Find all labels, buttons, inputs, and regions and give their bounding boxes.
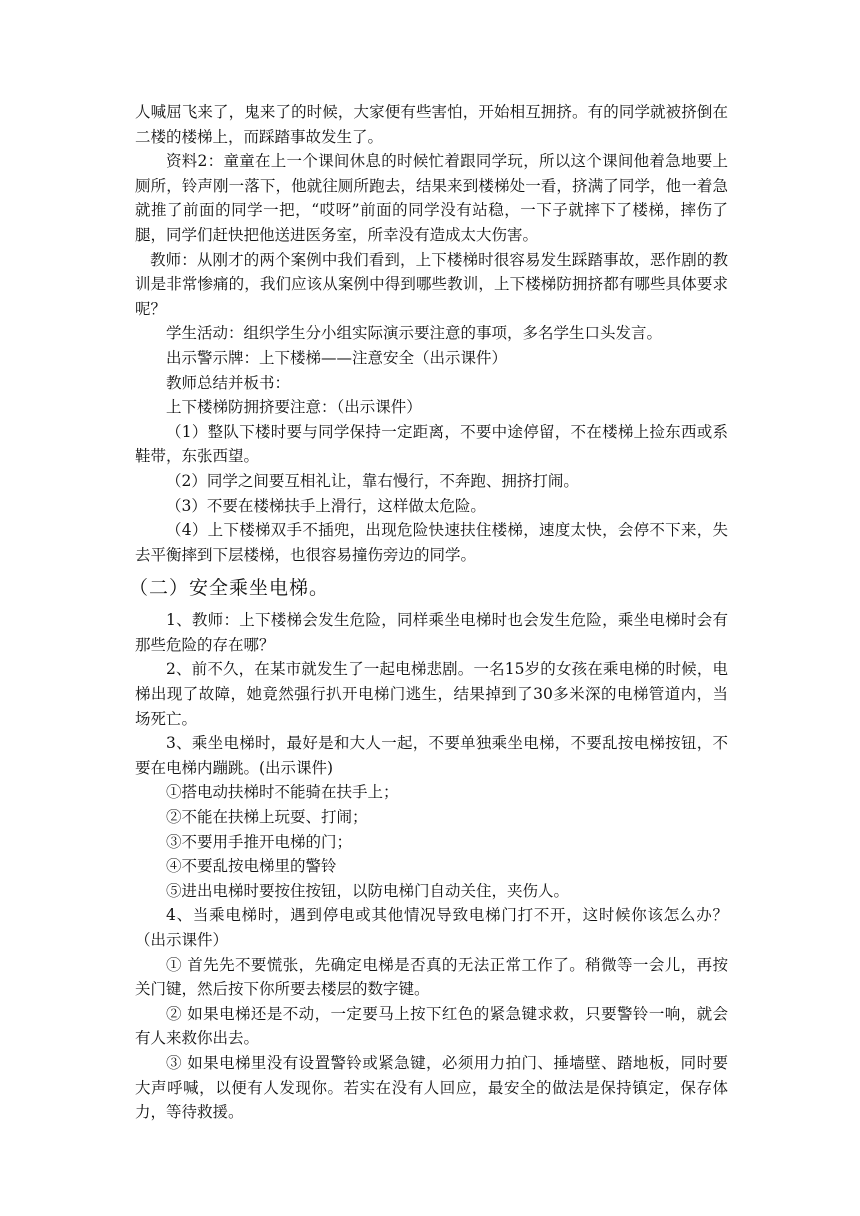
- list-item: ④不要乱按电梯里的警铃: [166, 857, 337, 876]
- paragraph: 4、当乘电梯时，遇到停电或其他情况导致电梯门打不开，这时候你该怎么办？（出示课件）: [135, 906, 728, 949]
- paragraph: 上下楼梯防拥挤要注意：（出示课件）: [166, 398, 422, 417]
- paragraph: 3、乘坐电梯时，最好是和大人一起，不要单独乘坐电梯，不要乱按电梯按钮，不要在电梯内蹦跳。(出示课件): [135, 734, 728, 777]
- document-page: [129, 100, 728, 1125]
- list-item: ②不能在扶梯上玩耍、打闹；: [166, 808, 368, 827]
- list-item: （2）同学之间要互相礼让，靠右慢行，不奔跑、拥挤打闹。: [166, 471, 579, 490]
- paragraph: 人喊屈飞来了，鬼来了的时候，大家便有些害怕，开始相互拥挤。有的同学就被挤倒在二楼的楼梯上，而踩踏事故发生了。: [135, 103, 728, 146]
- section-two-body: [135, 608, 728, 1124]
- paragraph: 资料2：童童在上一个课间休息的时候忙着跟同学玩，所以这个课间他着急地要上厕所，铃声刚一落下，他就往厕所跑去，结果来到楼梯处一看，挤满了同学，他一着急就推了前面的同学一把，“哎呀”前面的同学没有站稳，一下子就摔下了楼梯，摔伤了腿，同学们赶快把他送进医务室，所幸没有造成太大伤害。: [135, 152, 728, 244]
- paragraph: 学生活动：组织学生分小组实际演示要注意的事项，多名学生口头发言。: [166, 324, 663, 343]
- paragraph: 2、前不久，在某市就发生了一起电梯悲剧。一名15岁的女孩在乘电梯的时候，电梯出现了故障，她竟然强行扒开电梯门逃生，结果掉到了30多米深的电梯管道内，当场死亡。: [135, 660, 728, 728]
- list-item: ①搭电动扶梯时不能骑在扶手上；: [166, 783, 399, 802]
- list-item: ⑤进出电梯时要按住按钮，以防电梯门自动关住，夹伤人。: [166, 881, 570, 900]
- section-heading: （二）安全乘坐电梯。: [129, 577, 330, 600]
- paragraph: 出示警示牌：上下楼梯——注意安全（出示课件）: [166, 348, 508, 367]
- paragraph: 教师总结并板书：: [166, 373, 291, 392]
- list-item: ① 首先先不要慌张，先确定电梯是否真的无法正常工作了。稍微等一会儿，再按关门键，然后按下你所要去楼层的数字键。: [135, 955, 728, 999]
- section-one-body: [135, 100, 728, 567]
- paragraph: 1、教师：上下楼梯会发生危险，同样乘坐电梯时也会发生危险，乘坐电梯时会有那些危险的存在哪？: [135, 611, 728, 654]
- list-item: ③ 如果电梯里没有设置警铃或紧急键，必须用力拍门、捶墙壁、踏地板，同时要大声呼喊，以便有人发现你。若实在没有人回应，最安全的做法是保持镇定，保存体力，等待救援。: [135, 1053, 728, 1122]
- list-item: （1）整队下楼时要与同学保持一定距离，不要中途停留，不在楼梯上捡东西或系鞋带，东张西望。: [135, 422, 728, 466]
- paragraph: 教师：从刚才的两个案例中我们看到，上下楼梯时很容易发生踩踏事故，恶作剧的教训是非常惨痛的，我们应该从案例中得到哪些教训，上下楼梯防拥挤都有哪些具体要求呢？: [135, 250, 728, 318]
- list-item: ③不要用手推开电梯的门；: [166, 832, 353, 851]
- list-item: （4）上下楼梯双手不插兜，出现危险快速扶住楼梯，速度太快，会停不下来，失去平衡摔到下层楼梯，也很容易撞伤旁边的同学。: [135, 521, 728, 564]
- list-item: ② 如果电梯还是不动，一定要马上按下红色的紧急键求救，只要警铃一响，就会有人来救你出去。: [135, 1004, 728, 1048]
- list-item: （3）不要在楼梯扶手上滑行，这样做太危险。: [166, 496, 486, 515]
